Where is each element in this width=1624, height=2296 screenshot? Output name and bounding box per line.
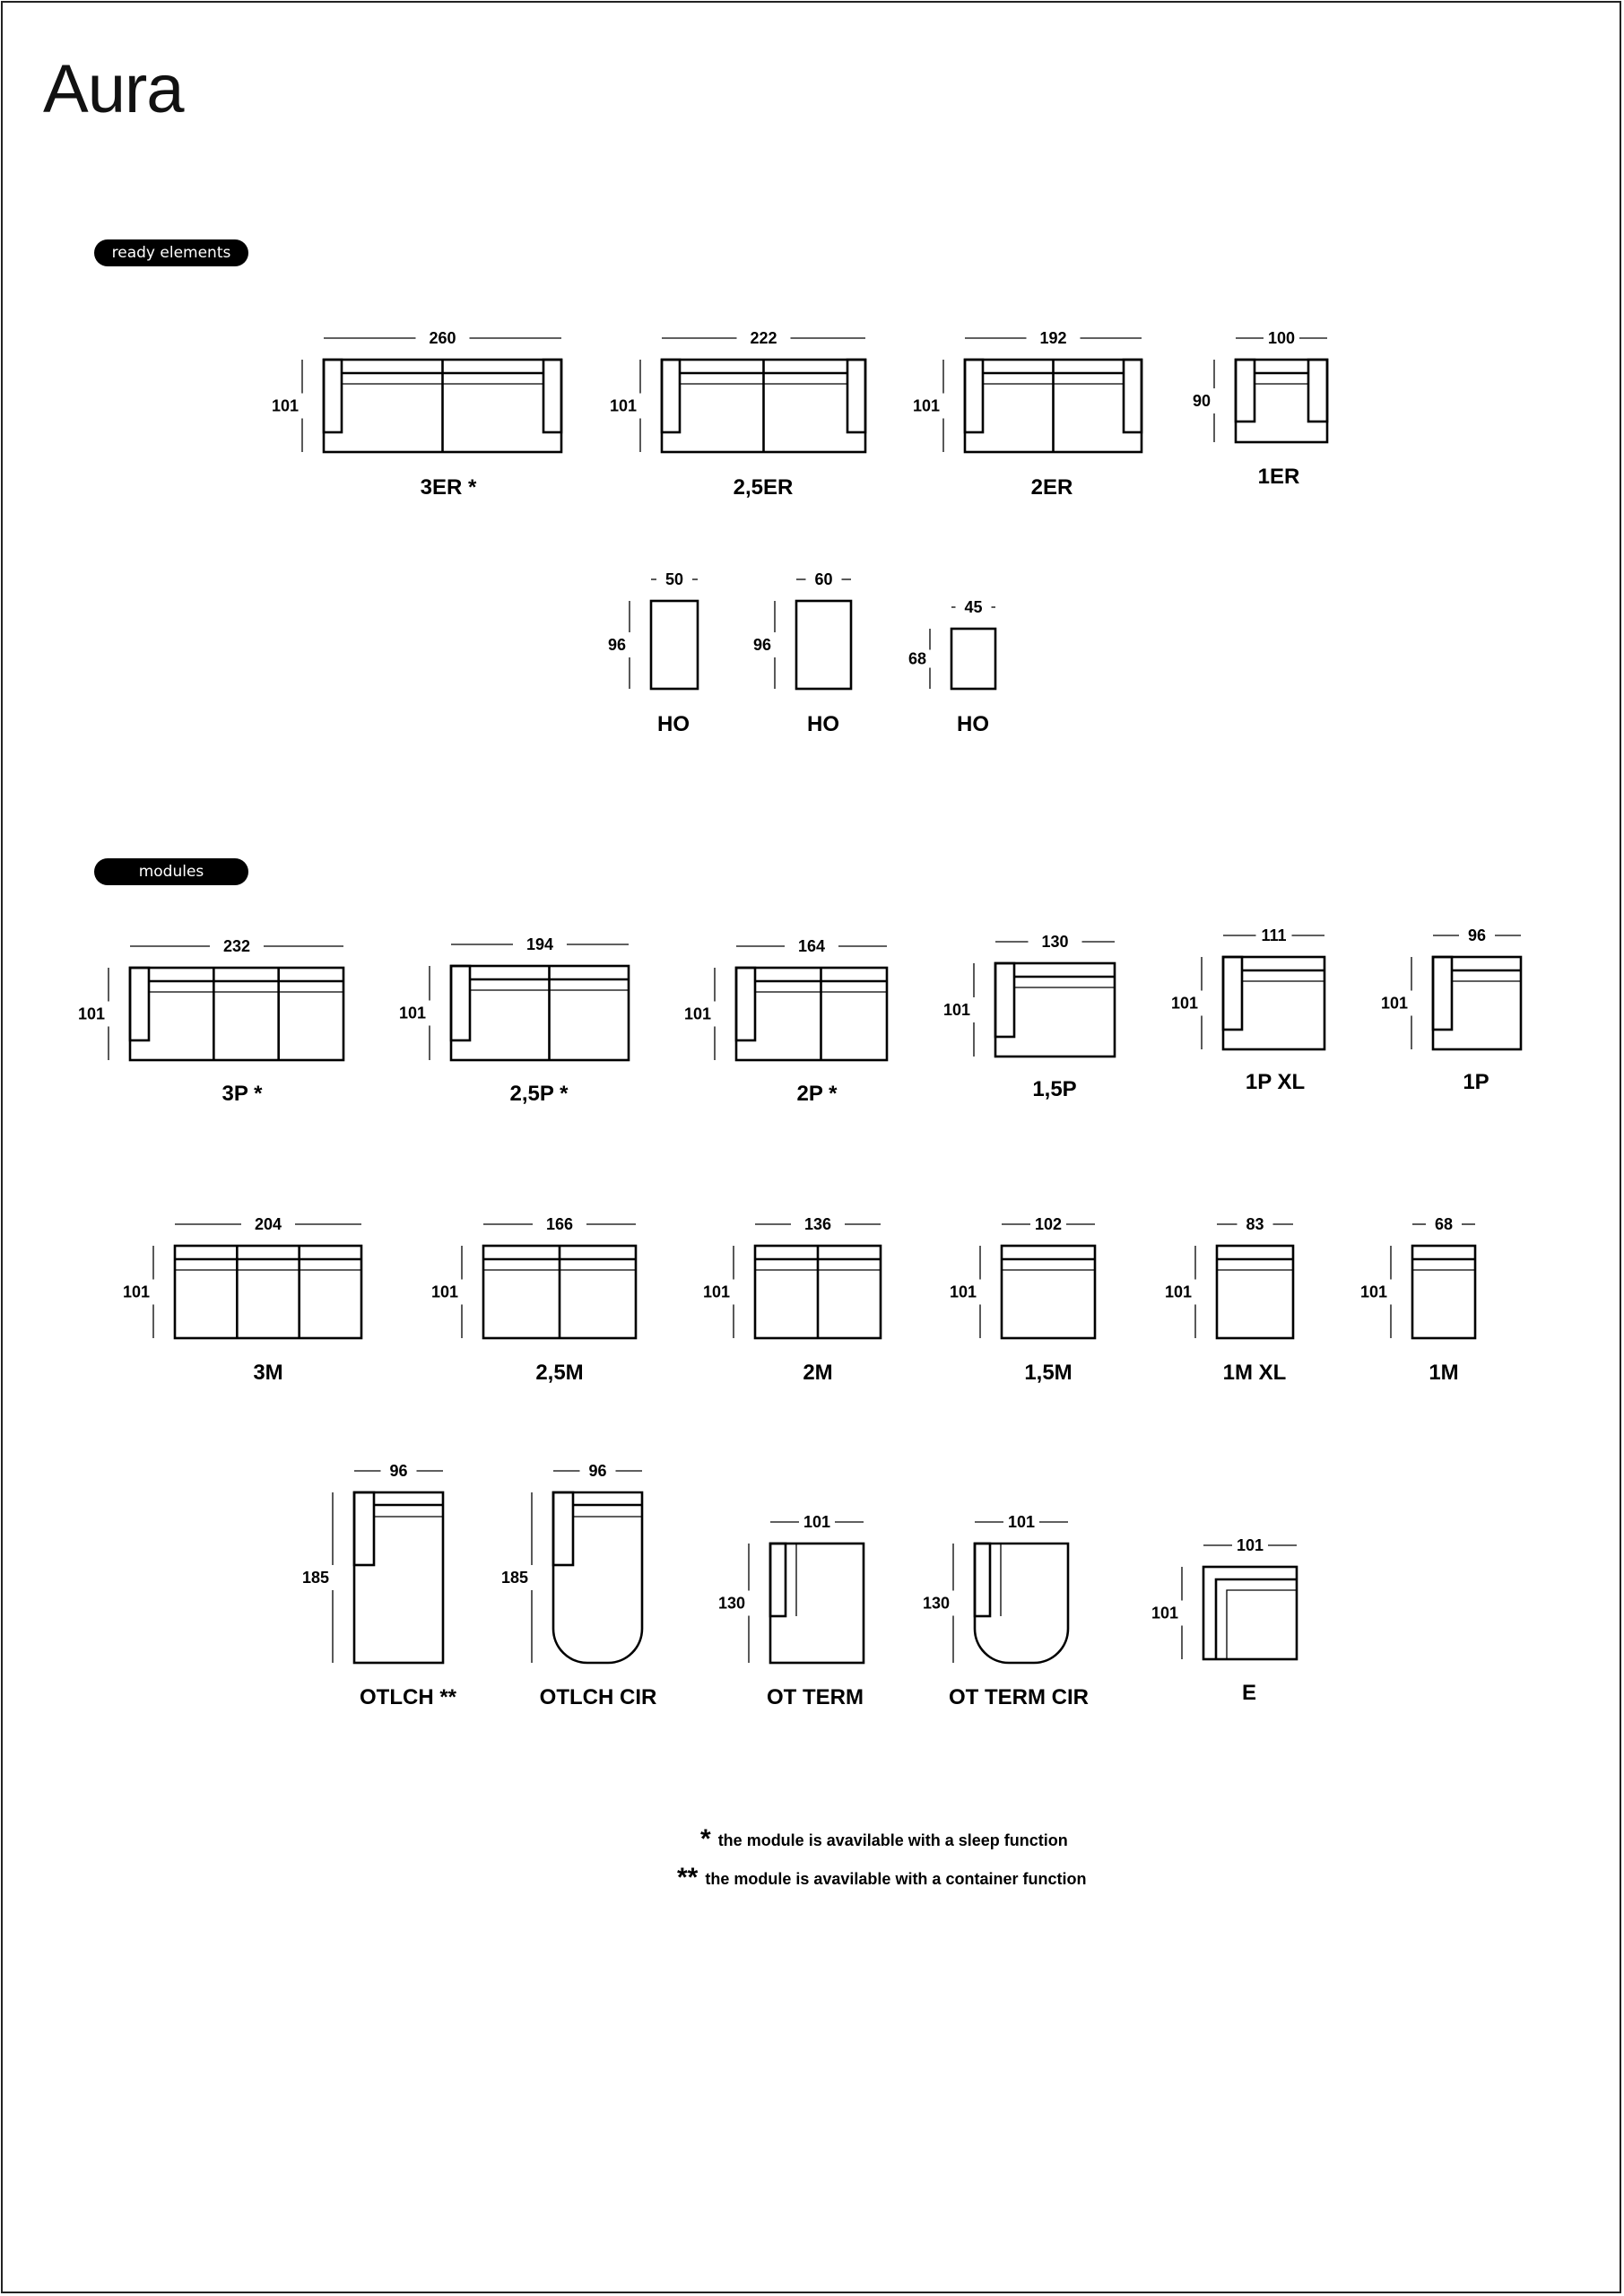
- width-value: 232: [222, 937, 251, 955]
- armrest: [451, 966, 470, 1040]
- module-label: 2ER: [1030, 475, 1073, 500]
- width-value: 222: [750, 329, 777, 347]
- right-armrest: [543, 360, 561, 432]
- section-label-modules: modules: [94, 858, 248, 885]
- depth-value: 101: [1359, 1283, 1387, 1301]
- module-drawing: [1171, 926, 1324, 1094]
- armrest: [736, 968, 755, 1040]
- pouf-outline: [796, 601, 851, 689]
- module-drawing: [1193, 329, 1327, 489]
- module-label: 1P XL: [1245, 1070, 1306, 1094]
- module-label: 2M: [803, 1361, 833, 1385]
- module-drawing: [684, 937, 887, 1106]
- left-armrest: [965, 360, 983, 432]
- width-value: 83: [1246, 1215, 1264, 1233]
- width-value: 130: [1041, 933, 1069, 951]
- left-armrest: [1236, 360, 1255, 422]
- left-armrest: [662, 360, 680, 432]
- module-label: HO: [657, 712, 690, 736]
- module-drawing: [1381, 926, 1521, 1094]
- depth-value: 101: [1380, 994, 1408, 1013]
- depth-value: 101: [1170, 994, 1198, 1013]
- module-drawing: [923, 1513, 1089, 1709]
- module-label: 3P *: [221, 1082, 263, 1106]
- width-value: 101: [803, 1513, 831, 1531]
- module-drawing: [1151, 1536, 1297, 1705]
- width-value: 260: [429, 329, 456, 347]
- armrest: [553, 1492, 573, 1565]
- depth-value: 101: [1151, 1604, 1178, 1622]
- depth-value: 68: [908, 649, 926, 668]
- footnote-text: the module is avavilable with a sleep function: [717, 1831, 1068, 1849]
- depth-value: 130: [922, 1594, 950, 1613]
- depth-value: 101: [942, 1001, 970, 1019]
- module-label: 2,5M: [535, 1361, 584, 1385]
- depth-value: 185: [500, 1569, 528, 1587]
- module-drawing: [272, 329, 561, 500]
- footnote-container: [677, 1863, 1086, 1893]
- module-drawing: [950, 1215, 1095, 1385]
- depth-value: 96: [752, 636, 771, 654]
- module-drawing: [399, 935, 629, 1106]
- armrest: [975, 1544, 990, 1616]
- module-label: OTLCH CIR: [539, 1685, 657, 1709]
- pouf-outline: [651, 601, 698, 689]
- depth-value: 130: [717, 1594, 745, 1613]
- depth-value: 96: [607, 636, 626, 654]
- left-armrest: [324, 360, 342, 432]
- width-value: 45: [964, 598, 983, 616]
- width-value: 96: [1467, 926, 1487, 944]
- armrest: [1433, 957, 1452, 1030]
- depth-value: 101: [1164, 1283, 1192, 1301]
- module-label: 1,5M: [1024, 1361, 1073, 1385]
- corner-backrest: [1216, 1579, 1297, 1659]
- footnote-mark: **: [677, 1863, 699, 1892]
- footnote-sleep: [700, 1824, 1068, 1855]
- module-drawing: [943, 933, 1115, 1101]
- depth-value: 101: [271, 396, 299, 415]
- ottoman-outline: [975, 1544, 1068, 1663]
- module-drawing: [718, 1513, 864, 1709]
- module-label: 1P: [1463, 1070, 1489, 1094]
- depth-value: 101: [683, 1004, 711, 1023]
- width-value: 100: [1267, 329, 1296, 347]
- ottoman-outline: [770, 1544, 864, 1663]
- module-drawing: [302, 1462, 457, 1709]
- module-label: E: [1241, 1681, 1257, 1705]
- section-label-ready-elements: ready elements: [94, 239, 248, 266]
- module-label: 1M XL: [1222, 1361, 1287, 1385]
- module-label: 2,5ER: [733, 475, 794, 500]
- width-value: 194: [525, 935, 554, 953]
- page-title: Aura: [43, 51, 184, 127]
- width-value: 204: [254, 1215, 282, 1233]
- module-drawing: [1165, 1215, 1293, 1385]
- module-drawing: [1360, 1215, 1475, 1385]
- armrest: [354, 1492, 374, 1565]
- width-value: 102: [1034, 1215, 1063, 1233]
- armrest: [1223, 957, 1242, 1030]
- module-label: 3M: [253, 1361, 283, 1385]
- chaise-outline: [354, 1492, 443, 1663]
- module-drawing: [703, 1215, 881, 1385]
- width-value: 68: [1434, 1215, 1454, 1233]
- width-value: 96: [588, 1462, 607, 1480]
- depth-value: 185: [301, 1569, 329, 1587]
- module-drawing: [610, 329, 865, 500]
- module-drawing: [913, 329, 1142, 500]
- armrest: [770, 1544, 786, 1616]
- module-drawing: [431, 1215, 636, 1385]
- right-armrest: [1308, 360, 1327, 422]
- module-label: HO: [807, 712, 839, 736]
- module-label: 1M: [1429, 1361, 1459, 1385]
- module-drawing: [753, 570, 851, 736]
- depth-value: 101: [702, 1283, 730, 1301]
- armrest: [995, 963, 1014, 1037]
- module-drawing: [908, 598, 995, 736]
- depth-value: 101: [912, 396, 940, 415]
- module-drawing: [123, 1215, 361, 1385]
- depth-value: 101: [430, 1283, 458, 1301]
- module-label: OT TERM CIR: [949, 1685, 1089, 1709]
- width-value: 60: [814, 570, 833, 588]
- width-value: 166: [545, 1215, 574, 1233]
- module-label: 1,5P: [1032, 1077, 1077, 1101]
- depth-value: 101: [949, 1283, 977, 1301]
- width-value: 136: [803, 1215, 832, 1233]
- width-value: 96: [389, 1462, 408, 1480]
- depth-value: 101: [398, 1004, 426, 1022]
- depth-value: 101: [609, 396, 637, 415]
- module-drawing: [501, 1462, 656, 1709]
- width-value: 101: [1236, 1536, 1264, 1554]
- armrest: [130, 968, 149, 1040]
- module-label: 1ER: [1257, 465, 1300, 489]
- width-value: 192: [1039, 329, 1067, 347]
- module-label: 2P *: [796, 1082, 838, 1106]
- depth-value: 90: [1192, 392, 1211, 410]
- module-label: 2,5P *: [509, 1082, 569, 1106]
- right-armrest: [1124, 360, 1142, 432]
- module-label: 3ER *: [420, 475, 477, 500]
- width-value: 101: [1007, 1513, 1036, 1531]
- width-value: 111: [1261, 926, 1287, 944]
- module-drawing: [78, 937, 343, 1106]
- corner-seat-line: [1227, 1590, 1297, 1659]
- module-drawing: [608, 570, 698, 736]
- chaise-outline: [553, 1492, 642, 1663]
- right-armrest: [847, 360, 865, 432]
- width-value: 50: [664, 570, 684, 588]
- depth-value: 101: [122, 1283, 150, 1301]
- footnote-text: the module is avavilable with a container function: [705, 1870, 1087, 1888]
- footnote-mark: *: [700, 1824, 711, 1854]
- module-label: OTLCH **: [360, 1685, 456, 1709]
- depth-value: 101: [77, 1004, 105, 1023]
- width-value: 164: [797, 937, 826, 955]
- module-label: HO: [957, 712, 989, 736]
- module-label: OT TERM: [767, 1685, 864, 1709]
- corner-outline: [1203, 1567, 1297, 1659]
- pouf-outline: [951, 629, 995, 689]
